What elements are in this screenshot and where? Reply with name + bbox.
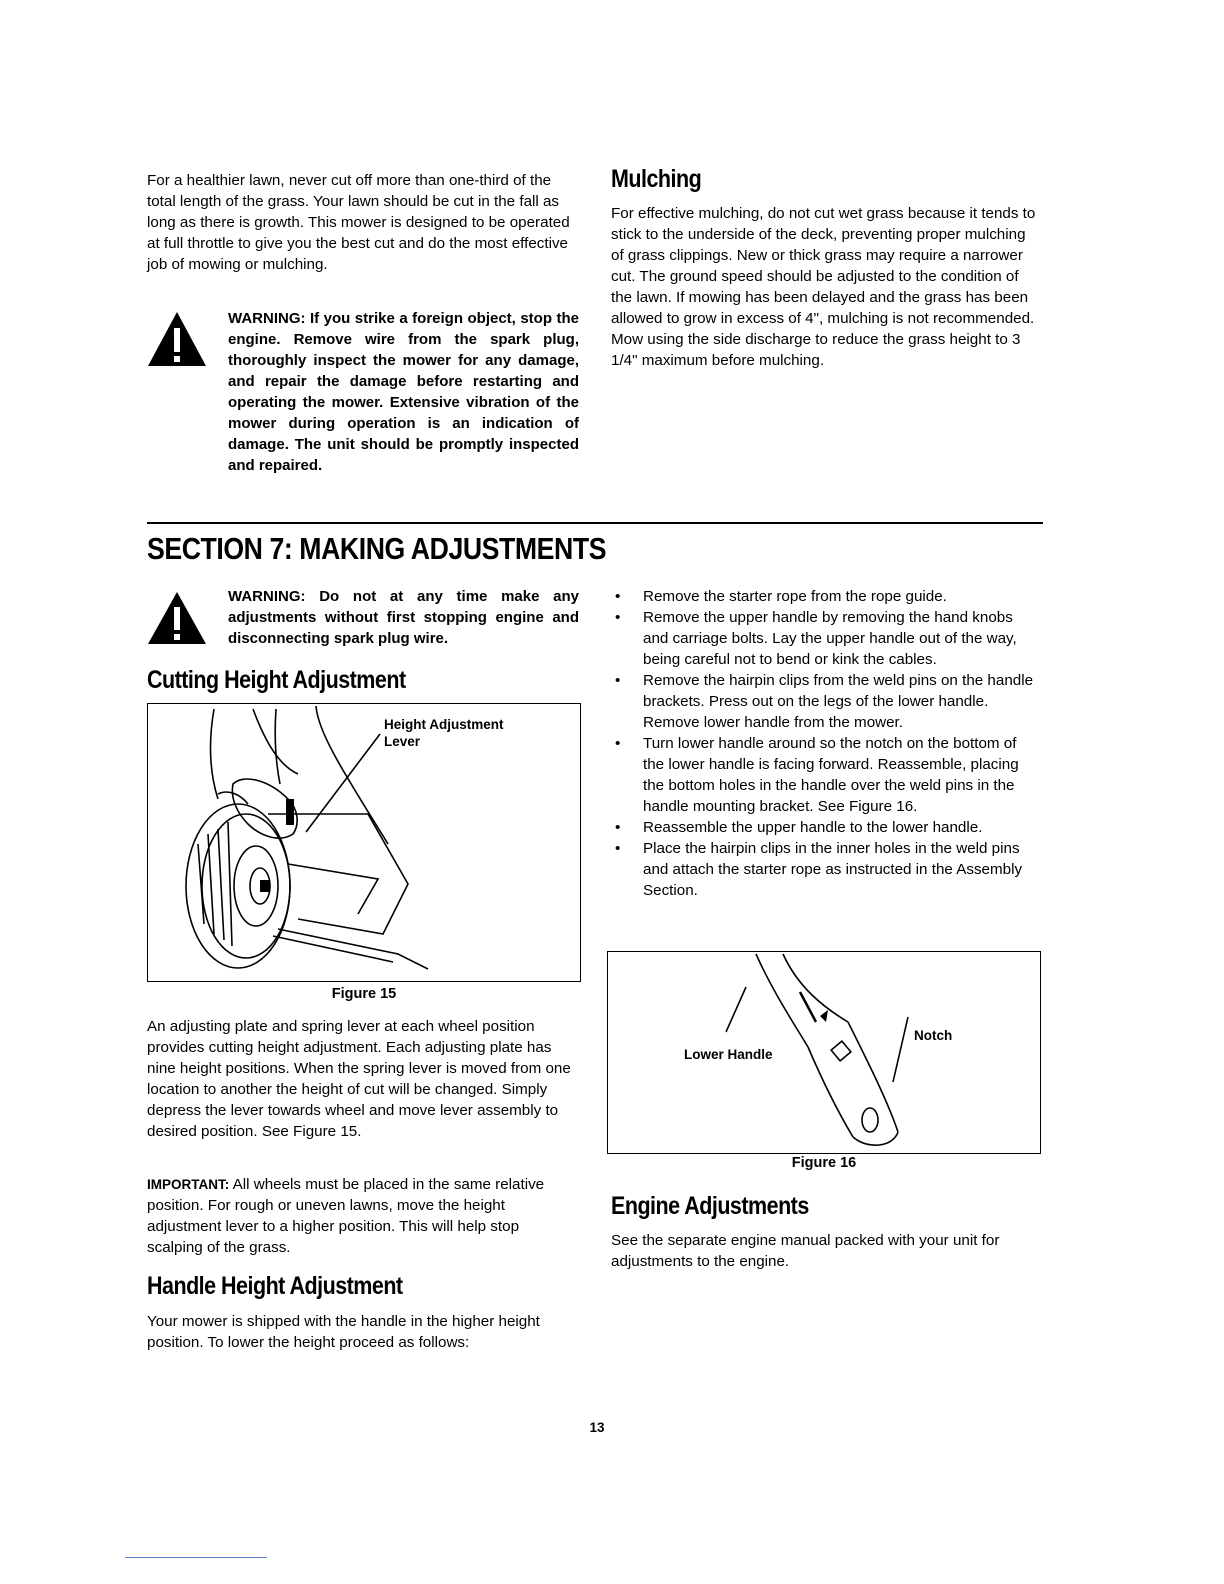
lower-handle-illustration: [608, 952, 1039, 1152]
section-title: SECTION 7: MAKING ADJUSTMENTS: [147, 531, 607, 566]
list-item: • Place the hairpin clips in the inner holes in the weld pins and attach the starter rope as instructed in the Assembly Section.: [607, 838, 1037, 901]
important-note: [147, 1174, 575, 1258]
intro-paragraph: For a healthier lawn, never cut off more than one-third of the total length of the grass. Your lawn should be cut in the fall as long as there is growth. This mower is designed to be operated at full throttle to give you the best cut and do the most effective job of mowing or mulching.: [147, 172, 570, 273]
adjustment-warning: WARNING: Do not at any time make any adjustments without first stopping engine and disconnecting spark plug wire.: [228, 588, 579, 647]
handle-height-heading: Handle Height Adjustment: [147, 1272, 403, 1300]
list-item: • Remove the hairpin clips from the weld pins on the handle brackets. Press out on the legs of the lower handle. Remove lower handle from the mower.: [607, 670, 1037, 733]
handle-height-paragraph: Your mower is shipped with the handle in the higher height position. To lower the height proceed as follows:: [147, 1313, 540, 1351]
bottom-rule: [125, 1557, 267, 1558]
height-adjustment-lever-label: Height Adjustment Lever: [384, 717, 504, 749]
notch-label: Notch: [914, 1028, 953, 1043]
important-label: IMPORTANT:: [147, 1177, 230, 1192]
lower-handle-label: Lower Handle: [684, 1047, 773, 1062]
mower-warning: WARNING: If you strike a foreign object, stop the engine. Remove wire from the spark plug, thoroughly inspect the mower for any damage, and repair the damage before restarting and operating the mower. Extensive vibration of the mower during operation is an indication of damage. The unit should be promptly inspected and repaired.: [228, 310, 579, 474]
engine-adjustments-heading: Engine Adjustments: [611, 1192, 809, 1220]
engine-adjustments-paragraph: See the separate engine manual packed with your unit for adjustments to the engine.: [611, 1232, 1000, 1270]
important-text: All wheels must be placed in the same relative position. For rough or uneven lawns, move the height adjustment lever to a higher position. This will help stop scalping of the grass.: [147, 1176, 545, 1256]
list-item: • Reassemble the upper handle to the lower handle.: [607, 817, 1037, 838]
list-item: • Turn lower handle around so the notch on the bottom of the lower handle is facing forward. Reassemble, placing the bottom holes in the handle over the weld pins in the handle mounting bracket. See Figure 16.: [607, 733, 1037, 817]
list-item: • Remove the upper handle by removing the hand knobs and carriage bolts. Lay the upper handle out of the way, being careful not to bend or kink the cables.: [607, 607, 1037, 670]
cutting-height-paragraph: An adjusting plate and spring lever at each wheel position provides cutting height adjustment. Each adjusting plate has nine height positions. When the spring lever is moved from one location to another the height of cut will be changed. Simply depress the lever towards wheel and move lever assembly to desired position. See Figure 15.: [147, 1018, 571, 1140]
mower-wheel-illustration: [148, 704, 579, 980]
warning-icon: [146, 310, 208, 368]
section-divider: [147, 522, 1043, 524]
figure-15-box: [147, 703, 581, 982]
handle-steps-list: [607, 586, 1037, 901]
cutting-height-heading: Cutting Height Adjustment: [147, 666, 406, 694]
figure-16-caption: Figure 16: [791, 1155, 857, 1171]
figure-15-caption: Figure 15: [331, 986, 397, 1002]
page-number: 13: [589, 1420, 605, 1435]
warning-icon: [146, 590, 208, 646]
figure-16-box: [607, 951, 1041, 1154]
mulching-heading: Mulching: [611, 165, 702, 193]
mulching-paragraph: For effective mulching, do not cut wet grass because it tends to stick to the underside of the deck, preventing proper mulching of grass clippings. New or thick grass may require a narrower cut. The ground speed should be adjusted to the condition of the lawn. If mowing has been delayed and the grass has been allowed to grow in excess of 4", mulching is not recommended. Mow using the side discharge to reduce the grass height to 3 1/4" maximum before mulching.: [611, 205, 1036, 369]
list-item: • Remove the starter rope from the rope guide.: [607, 586, 1037, 607]
